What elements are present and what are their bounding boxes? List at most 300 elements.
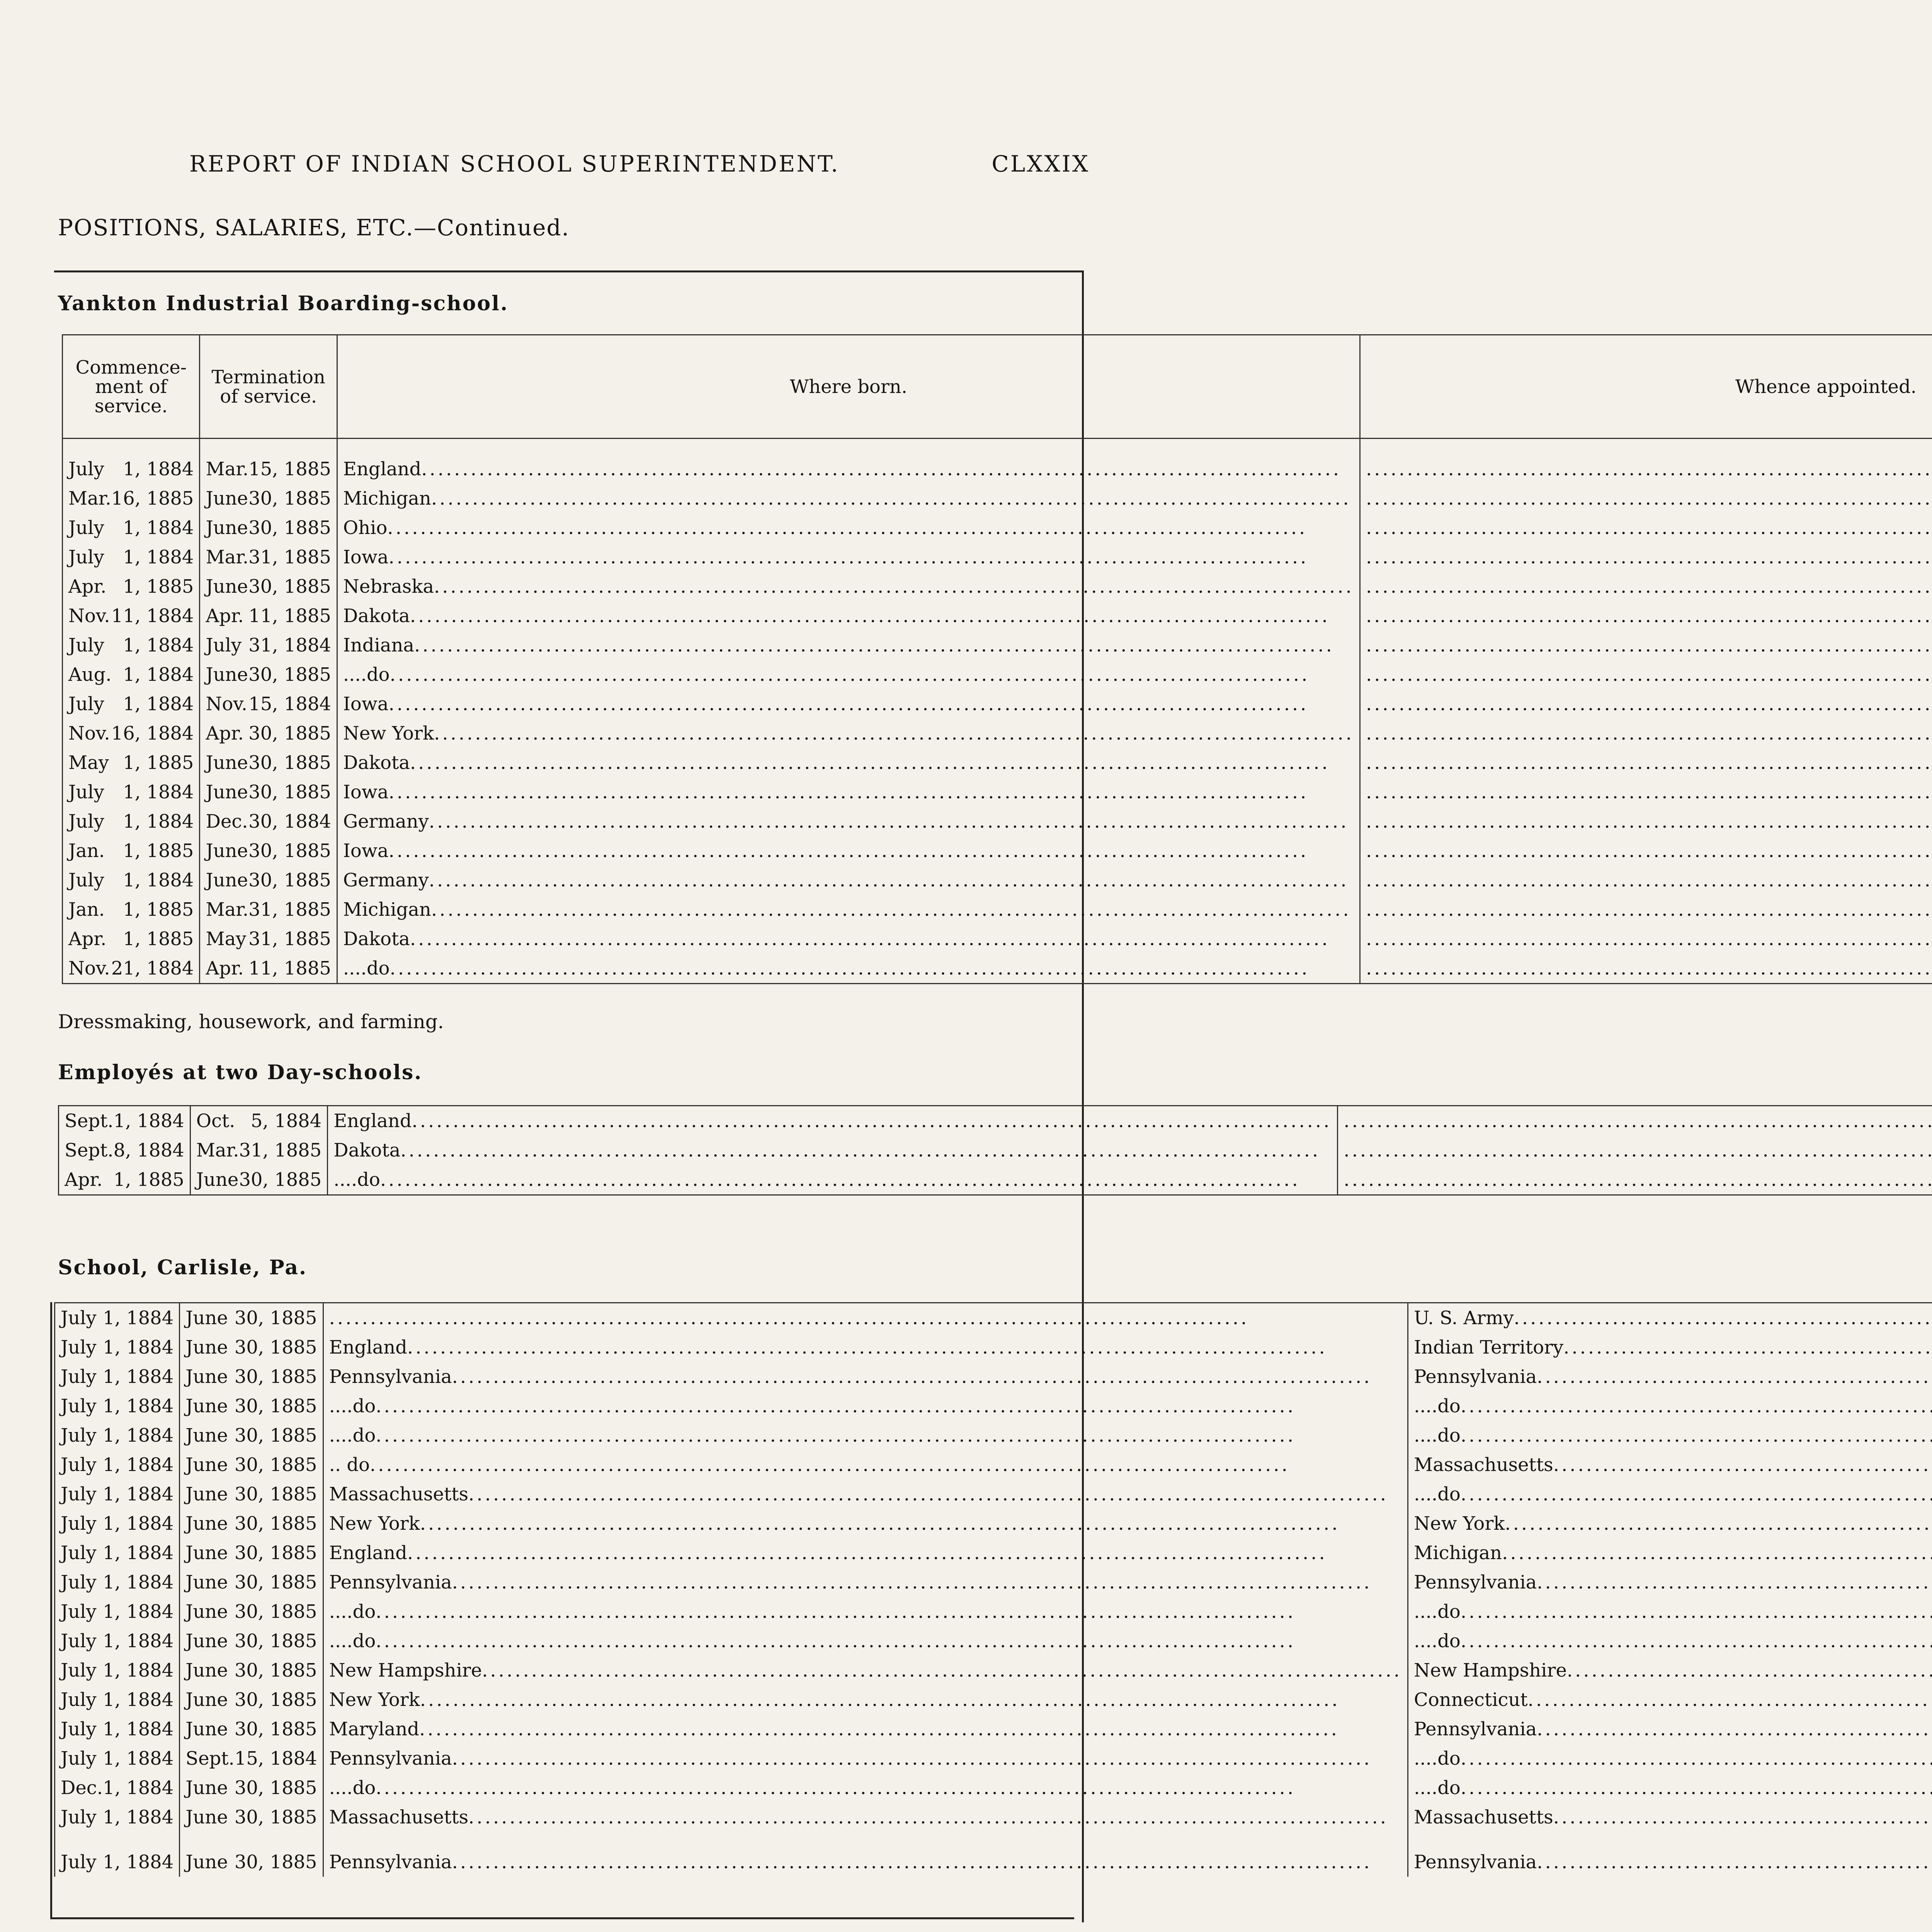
whence-appointed-text: U. S. Army bbox=[1414, 1307, 1514, 1329]
commencement-month: July bbox=[68, 693, 104, 715]
leader-dots bbox=[376, 1773, 1402, 1803]
leader-dots bbox=[1366, 454, 1932, 484]
where-born-cell bbox=[323, 1847, 1408, 1877]
commencement-month: July bbox=[68, 546, 104, 568]
whence-appointed-cell bbox=[1360, 572, 1932, 601]
where-born-text: ....do bbox=[329, 1630, 376, 1652]
table-row bbox=[55, 1568, 1932, 1597]
leader-dots bbox=[1537, 1714, 1932, 1744]
termination-day-year: 30, 1885 bbox=[234, 1601, 317, 1622]
table-row bbox=[55, 1450, 1932, 1480]
whence-leader bbox=[1414, 1685, 1932, 1714]
termination-date bbox=[185, 1391, 317, 1421]
whence-appointed-text: ....do bbox=[1414, 1425, 1461, 1446]
whence-leader bbox=[1414, 1714, 1932, 1744]
termination-cell bbox=[200, 924, 337, 954]
whence-appointed-cell bbox=[1408, 1509, 1932, 1538]
termination-day-year: 11, 1885 bbox=[248, 957, 331, 979]
day-schools-section-title: Employés at two Day-schools. bbox=[58, 1061, 423, 1084]
whence-appointed-text: Pennsylvania bbox=[1414, 1366, 1537, 1388]
whence-leader bbox=[1414, 1450, 1932, 1480]
whence-appointed-cell bbox=[1338, 1165, 1932, 1195]
where-born-cell bbox=[323, 1450, 1408, 1480]
whence-appointed-cell bbox=[1408, 1480, 1932, 1509]
where-born-cell bbox=[323, 1773, 1408, 1803]
carlisle-table bbox=[54, 1302, 1932, 1877]
leader-dots bbox=[1366, 924, 1932, 954]
whence-appointed-cell bbox=[1360, 439, 1932, 484]
commencement-month: Jan. bbox=[68, 899, 105, 920]
leader-dots bbox=[388, 777, 1354, 807]
where-born-leader bbox=[343, 631, 1354, 660]
commencement-date bbox=[61, 1391, 173, 1421]
termination-month: Apr. bbox=[206, 957, 244, 979]
where-born-cell bbox=[323, 1744, 1408, 1773]
where-born-leader bbox=[343, 777, 1354, 807]
commencement-day-year: 1, 1884 bbox=[103, 1542, 174, 1564]
whence-leader bbox=[1366, 454, 1932, 484]
leader-dots bbox=[468, 1480, 1402, 1509]
commencement-day-year: 1, 1884 bbox=[113, 1110, 184, 1132]
termination-cell bbox=[180, 1333, 323, 1362]
commencement-cell bbox=[55, 1509, 180, 1538]
whence-leader bbox=[1366, 719, 1932, 748]
where-born-leader bbox=[329, 1744, 1402, 1773]
leader-dots bbox=[452, 1744, 1402, 1773]
termination-month: June bbox=[206, 517, 248, 539]
termination-date bbox=[185, 1509, 317, 1538]
where-born-text: Dakota bbox=[343, 605, 410, 627]
commencement-date bbox=[61, 1362, 173, 1391]
where-born-leader bbox=[329, 1333, 1402, 1362]
where-born-leader bbox=[343, 513, 1354, 543]
termination-date bbox=[206, 601, 331, 631]
leader-dots bbox=[421, 454, 1354, 484]
whence-appointed-text: Massachusetts bbox=[1414, 1806, 1553, 1828]
commencement-day-year: 1, 1884 bbox=[103, 1777, 174, 1799]
termination-day-year: 31, 1885 bbox=[248, 928, 331, 950]
where-born-leader bbox=[343, 719, 1354, 748]
whence-appointed-cell bbox=[1360, 748, 1932, 777]
commencement-month: July bbox=[68, 634, 104, 656]
termination-day-year: 30, 1885 bbox=[248, 723, 331, 744]
termination-cell bbox=[200, 836, 337, 866]
commencement-day-year: 21, 1884 bbox=[111, 957, 194, 979]
where-born-cell bbox=[323, 1480, 1408, 1509]
commencement-cell bbox=[63, 484, 200, 513]
whence-leader bbox=[1366, 954, 1932, 983]
whence-appointed-cell bbox=[1408, 1656, 1932, 1685]
whence-appointed-cell bbox=[1408, 1333, 1932, 1362]
termination-cell bbox=[180, 1362, 323, 1391]
whence-appointed-cell bbox=[1408, 1597, 1932, 1626]
termination-cell bbox=[180, 1803, 323, 1832]
termination-day-year: 30, 1885 bbox=[234, 1513, 317, 1534]
where-born-leader bbox=[329, 1450, 1402, 1480]
commencement-date bbox=[68, 543, 194, 572]
commencement-day-year: 1, 1884 bbox=[103, 1425, 174, 1446]
leader-dots bbox=[1553, 1803, 1932, 1832]
commencement-date bbox=[68, 836, 194, 866]
whence-appointed-text: Pennsylvania bbox=[1414, 1718, 1537, 1740]
termination-date bbox=[196, 1106, 321, 1136]
commencement-cell bbox=[55, 1421, 180, 1450]
commencement-day-year: 1, 1884 bbox=[123, 517, 194, 539]
commencement-date bbox=[61, 1480, 173, 1509]
termination-month: June bbox=[185, 1425, 228, 1446]
table-row bbox=[55, 1509, 1932, 1538]
termination-date bbox=[206, 543, 331, 572]
table-row bbox=[63, 689, 1932, 719]
commencement-date bbox=[61, 1568, 173, 1597]
commencement-date bbox=[68, 660, 194, 689]
commencement-day-year: 1, 1884 bbox=[123, 634, 194, 656]
table-row bbox=[63, 807, 1932, 836]
leader-dots bbox=[429, 866, 1354, 895]
termination-month: May bbox=[206, 928, 247, 950]
termination-day-year: 30, 1885 bbox=[234, 1366, 317, 1388]
where-born-cell bbox=[337, 689, 1360, 719]
where-born-leader bbox=[329, 1303, 1402, 1333]
commencement-day-year: 1, 1884 bbox=[103, 1513, 174, 1534]
termination-cell bbox=[180, 1773, 323, 1803]
commencement-cell bbox=[55, 1480, 180, 1509]
commencement-day-year: 1, 1884 bbox=[103, 1718, 174, 1740]
carlisle-section-title: School, Carlisle, Pa. bbox=[58, 1256, 308, 1279]
leader-dots bbox=[1366, 572, 1932, 601]
where-born-text: New York bbox=[329, 1689, 420, 1711]
termination-date bbox=[206, 660, 331, 689]
commencement-date bbox=[61, 1803, 173, 1832]
termination-month: June bbox=[185, 1337, 228, 1358]
where-born-cell bbox=[323, 1656, 1408, 1685]
leader-dots bbox=[414, 631, 1354, 660]
whence-leader bbox=[1414, 1656, 1932, 1685]
termination-cell bbox=[180, 1597, 323, 1626]
where-born-text: Pennsylvania bbox=[329, 1571, 452, 1593]
termination-month: June bbox=[206, 869, 248, 891]
whence-appointed-cell bbox=[1408, 1626, 1932, 1656]
where-born-text: .. do bbox=[329, 1454, 370, 1476]
commencement-day-year: 1, 1884 bbox=[123, 811, 194, 832]
day-schools-table bbox=[58, 1105, 1932, 1196]
leader-dots bbox=[1366, 601, 1932, 631]
termination-day-year: 5, 1884 bbox=[251, 1110, 322, 1132]
whence-leader bbox=[1414, 1480, 1932, 1509]
page-header bbox=[189, 151, 1090, 177]
termination-date bbox=[185, 1685, 317, 1714]
whence-leader bbox=[1414, 1391, 1932, 1421]
termination-month: Mar. bbox=[206, 458, 249, 480]
where-born-cell bbox=[328, 1106, 1338, 1136]
commencement-day-year: 1, 1884 bbox=[103, 1630, 174, 1652]
where-born-text: England bbox=[343, 458, 422, 480]
commencement-cell bbox=[55, 1803, 180, 1832]
commencement-cell bbox=[55, 1391, 180, 1421]
table-row bbox=[63, 748, 1932, 777]
commencement-cell bbox=[63, 719, 200, 748]
table-row bbox=[63, 777, 1932, 807]
leader-dots bbox=[1514, 1303, 1932, 1333]
table-row bbox=[55, 1656, 1932, 1685]
whence-appointed-cell bbox=[1408, 1685, 1932, 1714]
commencement-month: Aug. bbox=[68, 664, 112, 685]
where-born-leader bbox=[329, 1391, 1402, 1421]
termination-month: June bbox=[185, 1366, 228, 1388]
commencement-date bbox=[68, 807, 194, 836]
termination-date bbox=[206, 836, 331, 866]
commencement-month: July bbox=[61, 1425, 97, 1446]
commencement-date bbox=[61, 1847, 173, 1877]
termination-month: Dec. bbox=[206, 811, 248, 832]
termination-day-year: 30, 1885 bbox=[234, 1337, 317, 1358]
where-born-cell bbox=[337, 924, 1360, 954]
termination-month: June bbox=[206, 752, 248, 774]
where-born-leader bbox=[329, 1509, 1402, 1538]
commencement-date bbox=[61, 1744, 173, 1773]
commencement-date bbox=[68, 895, 194, 924]
table-row bbox=[59, 1165, 1932, 1195]
table-row bbox=[63, 513, 1932, 543]
table-row bbox=[55, 1597, 1932, 1626]
commencement-day-year: 1, 1885 bbox=[123, 899, 194, 920]
commencement-cell bbox=[63, 866, 200, 895]
commencement-month: July bbox=[68, 869, 104, 891]
commencement-month: July bbox=[61, 1395, 97, 1417]
commencement-day-year: 1, 1884 bbox=[123, 781, 194, 803]
termination-month: June bbox=[185, 1660, 228, 1681]
col-where-born: Where born. bbox=[337, 335, 1360, 439]
whence-appointed-cell bbox=[1408, 1568, 1932, 1597]
table-row bbox=[59, 1106, 1932, 1136]
leader-dots bbox=[431, 484, 1354, 513]
where-born-cell bbox=[337, 777, 1360, 807]
commencement-date bbox=[61, 1685, 173, 1714]
termination-date bbox=[206, 748, 331, 777]
table-row bbox=[63, 660, 1932, 689]
commencement-date bbox=[61, 1538, 173, 1568]
commencement-date bbox=[68, 719, 194, 748]
where-born-cell bbox=[337, 895, 1360, 924]
where-born-text: Iowa bbox=[343, 546, 389, 568]
whence-appointed-cell bbox=[1408, 1391, 1932, 1421]
table-row bbox=[55, 1744, 1932, 1773]
termination-month: June bbox=[206, 781, 248, 803]
where-born-text: ....do bbox=[329, 1601, 376, 1622]
commencement-date bbox=[68, 631, 194, 660]
where-born-text: ....do bbox=[333, 1169, 380, 1190]
termination-date bbox=[185, 1773, 317, 1803]
leader-dots bbox=[329, 1303, 1402, 1333]
whence-leader bbox=[1344, 1165, 1932, 1194]
whence-appointed-cell bbox=[1360, 807, 1932, 836]
commencement-month: July bbox=[61, 1806, 97, 1828]
commencement-cell bbox=[55, 1597, 180, 1626]
commencement-date bbox=[61, 1509, 173, 1538]
table-row bbox=[63, 601, 1932, 631]
commencement-month: July bbox=[61, 1366, 97, 1388]
where-born-text: Iowa bbox=[343, 781, 389, 803]
whence-leader bbox=[1414, 1597, 1932, 1626]
termination-month: June bbox=[206, 664, 248, 685]
leader-dots bbox=[1366, 719, 1932, 748]
where-born-text: Ohio bbox=[343, 517, 388, 539]
where-born-text: England bbox=[329, 1337, 407, 1358]
leader-dots bbox=[1366, 513, 1932, 543]
where-born-cell bbox=[323, 1391, 1408, 1421]
termination-day-year: 15, 1884 bbox=[248, 693, 331, 715]
leader-dots bbox=[388, 543, 1354, 572]
leader-dots bbox=[376, 1391, 1402, 1421]
leader-dots bbox=[1366, 866, 1932, 895]
whence-leader bbox=[1414, 1303, 1932, 1333]
where-born-cell bbox=[323, 1803, 1408, 1832]
leader-dots bbox=[1461, 1391, 1932, 1421]
whence-leader bbox=[1414, 1626, 1932, 1656]
commencement-cell bbox=[63, 439, 200, 484]
table-row bbox=[63, 954, 1932, 984]
whence-appointed-text: ....do bbox=[1414, 1395, 1461, 1417]
where-born-cell bbox=[337, 439, 1360, 484]
where-born-cell bbox=[337, 866, 1360, 895]
leader-dots bbox=[376, 1626, 1402, 1656]
leader-dots bbox=[1537, 1568, 1932, 1597]
where-born-cell bbox=[323, 1626, 1408, 1656]
table-row bbox=[63, 895, 1932, 924]
yankton-note: Dressmaking, housework, and farming. bbox=[58, 1010, 444, 1033]
leader-dots bbox=[452, 1847, 1402, 1877]
commencement-date bbox=[68, 777, 194, 807]
commencement-day-year: 1, 1884 bbox=[103, 1483, 174, 1505]
leader-dots bbox=[380, 1165, 1332, 1194]
whence-appointed-cell bbox=[1360, 689, 1932, 719]
spacer-cell bbox=[1408, 1832, 1932, 1847]
whence-leader bbox=[1414, 1421, 1932, 1450]
leader-dots bbox=[1366, 543, 1932, 572]
leader-dots bbox=[407, 1333, 1402, 1362]
whence-leader bbox=[1414, 1538, 1932, 1568]
termination-date bbox=[206, 954, 331, 983]
commencement-cell bbox=[59, 1165, 190, 1195]
where-born-text: Iowa bbox=[343, 840, 389, 862]
termination-day-year: 30, 1885 bbox=[234, 1542, 317, 1564]
yankton-section-title: Yankton Industrial Boarding-school. bbox=[58, 292, 509, 315]
termination-date bbox=[185, 1714, 317, 1744]
col-commencement: Commence-ment of service. bbox=[63, 335, 200, 439]
termination-date bbox=[185, 1744, 317, 1773]
where-born-text: ....do bbox=[329, 1425, 376, 1446]
table-row bbox=[55, 1803, 1932, 1832]
where-born-text: Dakota bbox=[343, 928, 410, 950]
where-born-leader bbox=[343, 836, 1354, 866]
where-born-text: Massachusetts bbox=[329, 1483, 469, 1505]
commencement-cell bbox=[55, 1538, 180, 1568]
where-born-leader bbox=[329, 1847, 1402, 1877]
termination-month: Apr. bbox=[206, 605, 244, 627]
termination-month: June bbox=[206, 576, 248, 597]
commencement-day-year: 1, 1884 bbox=[123, 458, 194, 480]
leader-dots bbox=[468, 1803, 1402, 1832]
termination-month: Mar. bbox=[196, 1139, 239, 1161]
commencement-day-year: 1, 1884 bbox=[103, 1660, 174, 1681]
leader-dots bbox=[410, 748, 1354, 777]
termination-cell bbox=[200, 631, 337, 660]
leader-dots bbox=[1461, 1773, 1932, 1803]
commencement-date bbox=[68, 748, 194, 777]
commencement-cell bbox=[63, 513, 200, 543]
table-row bbox=[63, 866, 1932, 895]
termination-day-year: 30, 1885 bbox=[248, 840, 331, 862]
where-born-text: New York bbox=[343, 723, 434, 744]
whence-appointed-cell bbox=[1408, 1847, 1932, 1877]
table-row bbox=[63, 484, 1932, 513]
termination-date bbox=[185, 1480, 317, 1509]
whence-leader bbox=[1366, 777, 1932, 807]
whence-appointed-cell bbox=[1360, 836, 1932, 866]
whence-appointed-cell bbox=[1408, 1714, 1932, 1744]
leader-dots bbox=[1461, 1480, 1932, 1509]
whence-appointed-cell bbox=[1360, 866, 1932, 895]
termination-cell bbox=[180, 1714, 323, 1744]
termination-month: June bbox=[185, 1542, 228, 1564]
commencement-month: Dec. bbox=[61, 1777, 103, 1799]
where-born-leader bbox=[343, 660, 1354, 689]
where-born-text: Iowa bbox=[343, 693, 389, 715]
termination-month: Mar. bbox=[206, 546, 249, 568]
commencement-cell bbox=[63, 777, 200, 807]
commencement-cell bbox=[63, 572, 200, 601]
commencement-cell bbox=[55, 1656, 180, 1685]
commencement-date bbox=[68, 689, 194, 719]
where-born-leader bbox=[343, 484, 1354, 513]
commencement-month: Nov. bbox=[68, 957, 110, 979]
table-row bbox=[55, 1421, 1932, 1450]
whence-appointed-text: Pennsylvania bbox=[1414, 1571, 1537, 1593]
leader-dots bbox=[410, 924, 1354, 954]
termination-date bbox=[185, 1656, 317, 1685]
where-born-cell bbox=[337, 719, 1360, 748]
whence-leader bbox=[1344, 1106, 1932, 1136]
termination-month: Nov. bbox=[206, 693, 248, 715]
frame-bottom-rule bbox=[50, 1917, 1074, 1919]
commencement-day-year: 1, 1884 bbox=[103, 1851, 174, 1873]
termination-month: June bbox=[185, 1307, 228, 1329]
commencement-day-year: 16, 1885 bbox=[111, 488, 194, 509]
commencement-date bbox=[68, 513, 194, 543]
leader-dots bbox=[370, 1450, 1402, 1480]
commencement-month: July bbox=[61, 1483, 97, 1505]
commencement-day-year: 1, 1884 bbox=[103, 1601, 174, 1622]
whence-appointed-cell bbox=[1360, 513, 1932, 543]
termination-cell bbox=[200, 954, 337, 984]
commencement-day-year: 1, 1885 bbox=[123, 752, 194, 774]
leader-dots bbox=[419, 1714, 1402, 1744]
where-born-leader bbox=[343, 924, 1354, 954]
whence-appointed-text: New York bbox=[1414, 1513, 1505, 1534]
where-born-leader bbox=[329, 1714, 1402, 1744]
where-born-leader bbox=[343, 601, 1354, 631]
commencement-day-year: 1, 1885 bbox=[113, 1169, 184, 1190]
whence-leader bbox=[1366, 895, 1932, 924]
frame-left-rule bbox=[50, 1302, 52, 1918]
termination-cell bbox=[180, 1847, 323, 1877]
whence-leader bbox=[1366, 631, 1932, 660]
termination-cell bbox=[200, 513, 337, 543]
where-born-cell bbox=[337, 631, 1360, 660]
termination-day-year: 31, 1884 bbox=[248, 634, 331, 656]
whence-leader bbox=[1366, 807, 1932, 836]
whence-appointed-text: Massachusetts bbox=[1414, 1454, 1553, 1476]
